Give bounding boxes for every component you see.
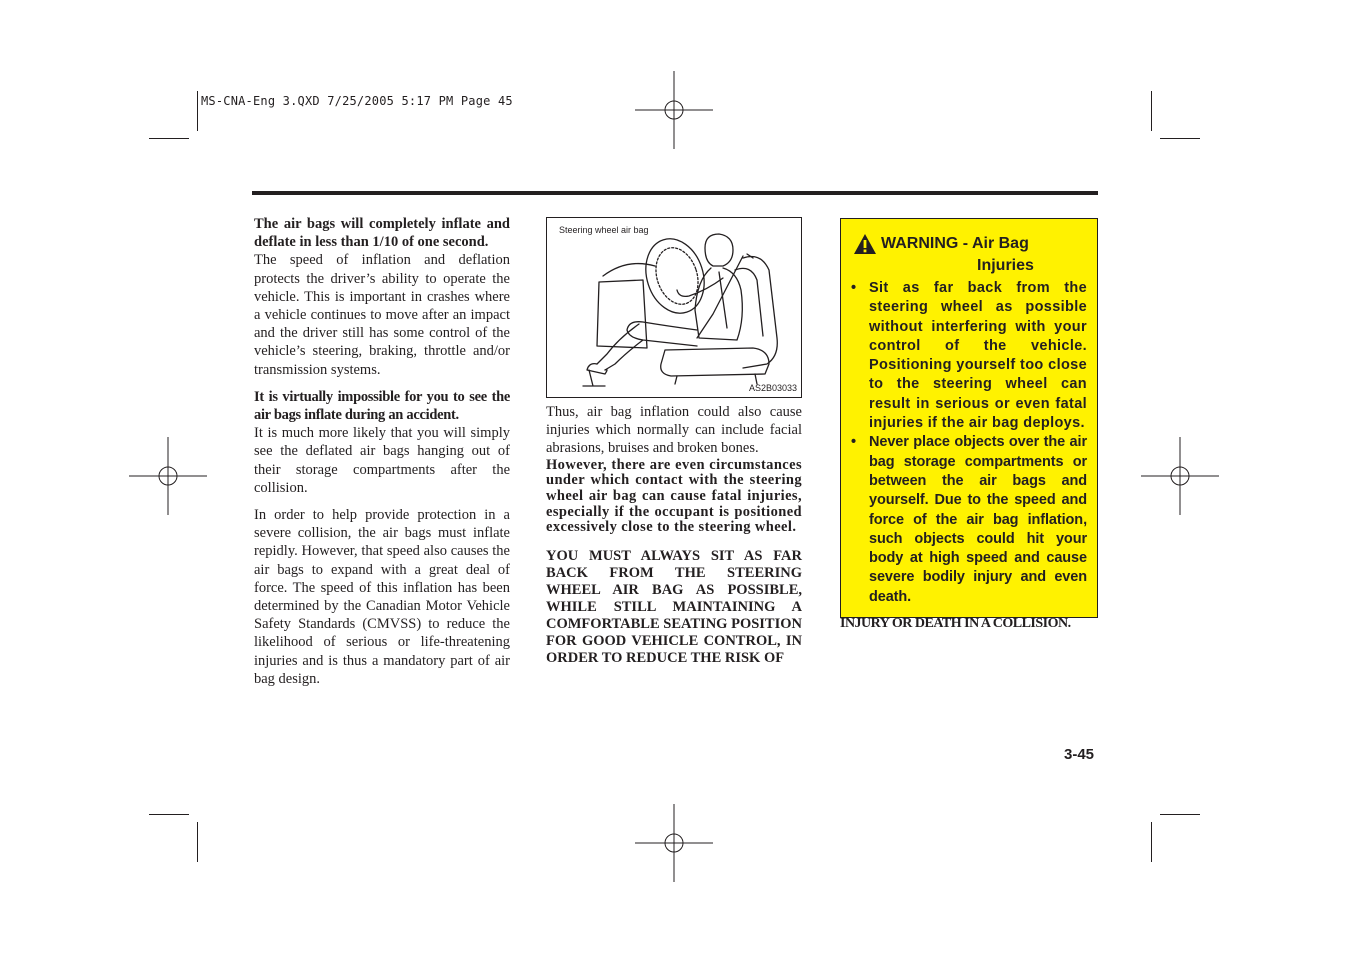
- column-2: [546, 403, 802, 667]
- warning-title-line2: Injuries: [977, 257, 1034, 274]
- column-1: [254, 215, 510, 688]
- continuation-text: INJURY OR DEATH IN A COLLISION.: [840, 616, 1071, 631]
- registration-mark-top: [635, 71, 713, 149]
- bullet: •: [851, 434, 856, 451]
- paragraph-3-text: In order to help provide protection in a severe collision, the air bags must inflate repidly. However, that speed also causes the air bags to expand with a great deal of force. The speed of this inflation has been determined by the Canadian Motor Vehicle Safety Standards (CMVSS) to reduce the likelihood of serious or life-threatening injuries and is thus a mandatory part of air bag design.: [254, 507, 510, 687]
- warning-title: WARNING - Air Bag: [881, 235, 1029, 252]
- paragraph-1-text: The speed of inflation and deflation protects the driver’s ability to operate the vehicle. This is important in crashes where a vehicle continues to move after an impact and the driver still has some control of the vehicle’s steering, braking, throttle and/or transmission systems.: [254, 252, 510, 378]
- warning-item-text: Never place objects over the air bag storage compartments or between the air bags and yourself. Due to the speed and force of the air bag inflation, such objects could hit your body at high speed and cause severe bodily injury and even death.: [869, 434, 1087, 605]
- registration-mark-right: [1141, 437, 1219, 515]
- warning-item: [849, 279, 1087, 433]
- bullet: •: [851, 280, 857, 296]
- paragraph-4-text: Thus, air bag inflation could also cause injuries which normally can include facial abrasions, bruises and broken bones.: [546, 404, 802, 457]
- warning-box: [840, 218, 1098, 618]
- header-rule: [252, 191, 1098, 195]
- paragraph-2-bold: It is virtually impossible for you to see the air bags inflate during an accident.: [254, 388, 510, 424]
- paragraph-2-text: It is much more likely that you will simply see the deflated air bags hanging out of their storage compartments after the collision.: [254, 425, 510, 496]
- registration-mark-bottom: [635, 804, 713, 882]
- driver-airbag-drawing: [547, 218, 801, 397]
- warning-triangle-icon: [853, 233, 877, 255]
- registration-mark-left: [129, 437, 207, 515]
- warning-item: [849, 433, 1087, 607]
- figure-code: AS2B03033: [748, 383, 797, 393]
- airbag-illustration: [546, 217, 802, 398]
- paragraph-5-caps: YOU MUST ALWAYS SIT AS FAR BACK FROM THE STEERING WHEEL AIR BAG AS POSSIBLE, WHILE STILL MAINTAINING A COMFORTABLE SEATING POSITION FOR GOOD VEHICLE CONTROL, IN ORDER TO REDUCE THE RISK OF: [546, 548, 802, 667]
- page-number: 3-45: [1064, 746, 1095, 763]
- warning-list: [849, 279, 1087, 607]
- paragraph-1-bold: The air bags will completely inflate and deflate in less than 1/10 of one second.: [254, 216, 510, 251]
- paragraph-4-bold: However, there are even circumstances under which contact with the steering wheel air bag can cause fatal injuries, especially if the occupant is positioned excessively close to the steering wheel.: [546, 456, 802, 536]
- figure-caption: Steering wheel air bag: [559, 225, 649, 235]
- print-slug: MS-CNA-Eng 3.QXD 7/25/2005 5:17 PM Page 45: [201, 94, 513, 108]
- warning-item-text: Sit as far back from the steering wheel as possible without interfering with your control of the vehicle. Positioning yourself too close to the steering wheel can result in serious or even fatal injuries if the air bag deploys.: [869, 280, 1087, 432]
